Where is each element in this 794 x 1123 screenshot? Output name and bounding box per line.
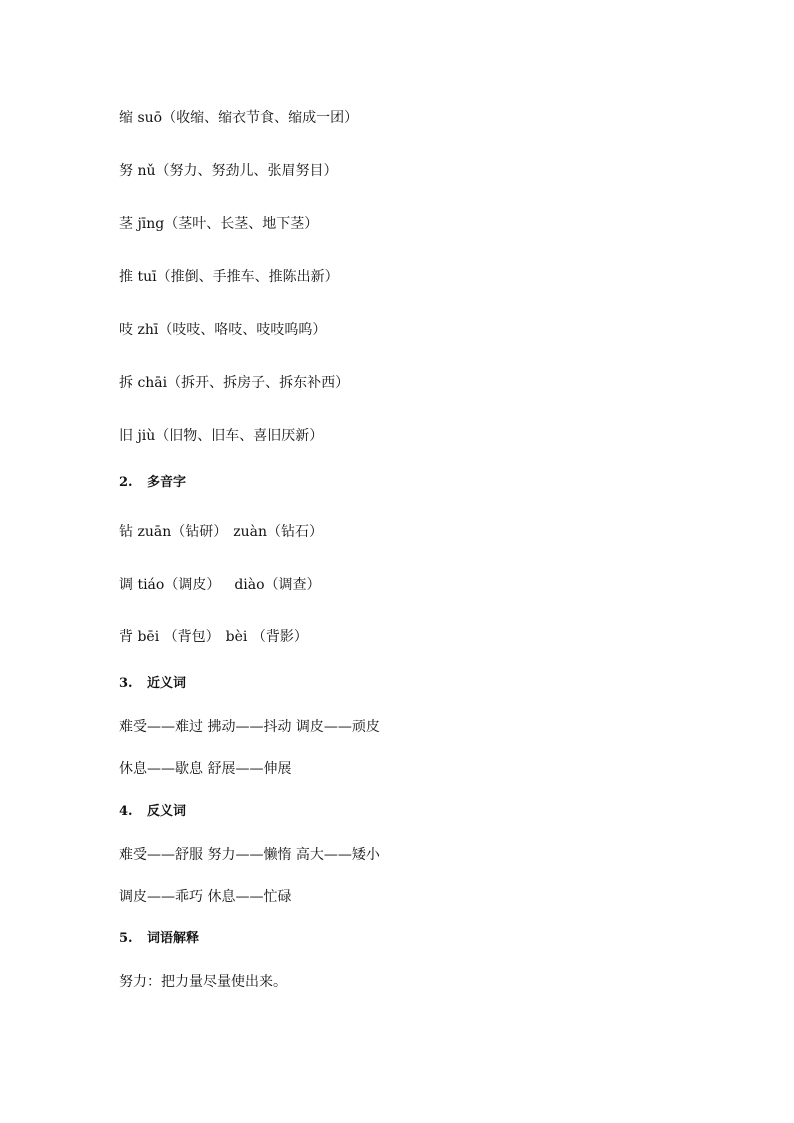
vocab-words: （拆开、拆房子、拆东补西） [167, 375, 350, 391]
vocab-char: 缩 [119, 110, 133, 126]
vocab-item [119, 427, 323, 445]
vocab-item [119, 162, 338, 180]
vocab-char: 茎 [119, 216, 133, 232]
polyphone-item [119, 576, 321, 594]
section-title: 反义词 [147, 804, 187, 819]
section-number: 3. [119, 676, 133, 691]
reading-word: （钻研） [171, 524, 228, 540]
reading-pinyin: bēi [137, 629, 160, 645]
vocab-char: 吱 [119, 322, 133, 338]
vocab-item [119, 321, 326, 339]
vocab-item [119, 268, 339, 286]
reading-pinyin: zuàn [233, 524, 267, 540]
section-title: 词语解释 [147, 931, 200, 946]
reading-pinyin: zuān [137, 524, 172, 540]
polyphone-item [119, 523, 323, 541]
section-heading-antonyms [119, 803, 186, 821]
vocab-words: （努力、努劲儿、张眉努目） [155, 163, 338, 179]
vocab-pinyin: jīng [137, 216, 165, 232]
reading-word: （钻石） [266, 524, 323, 540]
vocab-pinyin: zhī [137, 322, 159, 338]
vocab-words: （旧物、旧车、喜旧厌新） [155, 428, 324, 444]
vocab-char: 旧 [119, 428, 133, 444]
reading-word: （调皮） [164, 577, 221, 593]
section-number: 2. [119, 475, 133, 490]
vocab-words: （推倒、手推车、推陈出新） [156, 269, 339, 285]
vocab-pinyin: suō [137, 110, 163, 126]
antonym-line: 难受——舒服 努力——懒惰 高大——矮小 [119, 847, 380, 863]
synonym-line: 难受——难过 拂动——抖动 调皮——顽皮 [119, 719, 380, 735]
section-heading-polyphone [119, 474, 186, 492]
section-heading-synonyms [119, 675, 186, 693]
vocab-pinyin: tuī [137, 269, 157, 285]
reading-word: （背影） [251, 629, 308, 645]
vocab-char: 努 [119, 163, 133, 179]
reading-pinyin: bèi [225, 629, 248, 645]
section-title: 近义词 [147, 676, 187, 691]
glossary-line: 努力：把力量尽量使出来。 [119, 974, 287, 990]
polyphone-item [119, 628, 308, 646]
vocab-item [119, 109, 358, 127]
polyphone-char: 调 [119, 577, 133, 593]
reading-pinyin: tiáo [137, 577, 165, 593]
vocab-pinyin: chāi [137, 375, 168, 391]
section-number: 5. [119, 931, 133, 946]
polyphone-char: 钻 [119, 524, 133, 540]
vocab-pinyin: jiù [137, 428, 156, 444]
reading-word: （背包） [163, 629, 220, 645]
section-heading-glossary [119, 930, 199, 948]
vocab-words: （茎叶、长茎、地下茎） [164, 216, 319, 232]
vocab-item [119, 374, 349, 392]
synonym-line: 休息——歇息 舒展——伸展 [119, 761, 292, 777]
vocab-words: （收缩、缩衣节食、缩成一团） [162, 110, 359, 126]
section-title: 多音字 [147, 475, 187, 490]
vocab-char: 推 [119, 269, 133, 285]
vocab-pinyin: nǔ [137, 163, 156, 179]
vocab-words: （吱吱、咯吱、吱吱呜呜） [158, 322, 327, 338]
reading-pinyin: diào [234, 577, 265, 593]
polyphone-char: 背 [119, 629, 133, 645]
reading-word: （调查） [264, 577, 321, 593]
vocab-char: 拆 [119, 375, 133, 391]
section-number: 4. [119, 804, 133, 819]
vocab-item [119, 215, 318, 233]
antonym-line: 调皮——乖巧 休息——忙碌 [119, 889, 292, 905]
